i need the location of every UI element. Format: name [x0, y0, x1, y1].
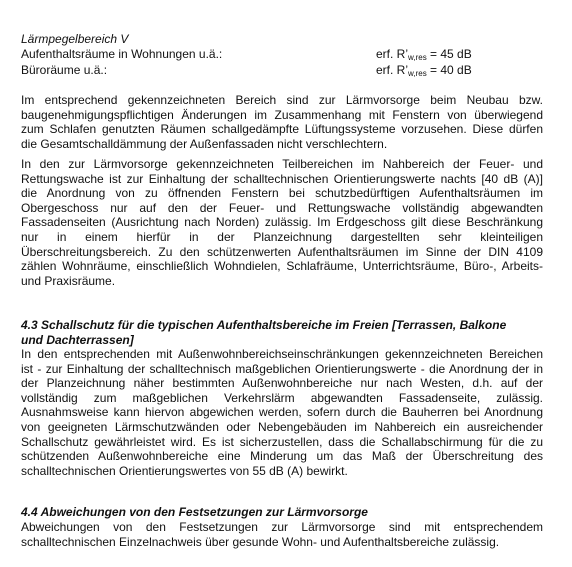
- text-line: baugenehmigungspflichtigen Änderungen im Zusammenhang mit Fenstern von überwiegend: [21, 107, 543, 122]
- paragraph-lueftung: [21, 93, 543, 151]
- text-line: In den zur Lärmvorsorge gekennzeichneten Teilbereichen im Nahbereich der Feuer- und: [21, 157, 543, 171]
- text-line: Schallschutz gewährleistet wird. Es ist sicherzustellen, dass die Schallabschirmung für die zu: [21, 434, 543, 449]
- text-line: In den entsprechenden mit Außenwohnbereichseinschränkungen gekennzeichneten Bereichen: [21, 347, 543, 361]
- text-line: vollständig zum maßgeblichen Verkehrslärm abgewandten Fassadenseite, zulässig.: [21, 390, 543, 405]
- text-line: von geeigneten Lärmschutzwänden oder Nebengebäuden im Nahbereich ein ausreichender: [21, 419, 543, 434]
- requirement-value: erf. $R’_{w,res} = 40$ dB: [376, 63, 472, 78]
- heading-line: 4.3 Schallschutz für die typischen Aufenthaltsbereiche im Freien [Terrassen, Balkone: [21, 318, 507, 332]
- text-line: schalltechnischen Orientierungswertes von 55 dB (A) bewirkt.: [21, 463, 348, 478]
- text-line: die Anordnung von zu öffnenden Fenstern bei schutzbedürftigen Aufenthaltsräumen im: [21, 186, 543, 201]
- text-line: nur in einem hierfür in der Planzeichnung dargestellten sehr kleinteiligen: [21, 229, 543, 244]
- text-line: ist - zur Einhaltung der schalltechnisch maßgeblichen Orientierungswerte - die Anordnung der in: [21, 361, 543, 376]
- text-line: Im entsprechend gekennzeichneten Bereich sind zur Lärmvorsorge beim Neubau bzw.: [21, 93, 543, 107]
- text-line: Rettungswache ist zur Einhaltung der schalltechnischen Orientierungswerte nachts [40 dB (A)]: [21, 171, 543, 186]
- section-title: Lärmpegelbereich V: [21, 32, 129, 46]
- paragraph-feuerwache: [21, 157, 543, 288]
- heading-4-3: [21, 318, 551, 347]
- text-line: zum Schlafen genutzten Räumen schallgedämpfte Lüftungssysteme vorzusehen. Diese dürfen: [21, 122, 543, 137]
- text-line: Fassadenseiten (Ausrichtung nach Norden) zulässig. Im Erdgeschoss gilt diese Beschränkung: [21, 215, 543, 230]
- text-line: Obergeschoss nur auf den der Feuer- und Rettungswache vollständig abgewandten: [21, 200, 543, 215]
- text-line: die Gesamtschalldämmung der Außenfassaden nicht verschlechtern.: [21, 136, 388, 151]
- heading-4-4: [21, 505, 551, 520]
- text-line: Überschreitungsbereich. Zu den schützenwerten Aufenthaltsräumen im Sinne der DIN 4109: [21, 244, 543, 259]
- heading-line: 4.4 Abweichungen von den Festsetzungen zur Lärmvorsorge: [21, 505, 368, 519]
- paragraph-abweichungen: [21, 520, 543, 549]
- text-line: der Planzeichnung näher bestimmten Außenwohnbereiche nur nach Westen, d.h. auf der: [21, 376, 543, 391]
- requirement-label: Aufenthaltsräume in Wohnungen u.ä.:: [21, 47, 223, 61]
- text-line: Ausnahmsweise kann hiervon abgewichen werden, sofern durch die Bauherren bei Anordnung: [21, 405, 543, 420]
- text-line: Abweichungen von den Festsetzungen zur Lärmvorsorge sind mit entsprechendem: [21, 520, 543, 534]
- paragraph-aussenwohnbereich: [21, 347, 543, 478]
- heading-line: und Dachterrassen]: [21, 332, 134, 347]
- text-line: und Praxisräume.: [21, 273, 116, 288]
- text-line: schützenden Außenwohnbereiche eine Minderung um das Maß der Überschreitung des: [21, 449, 543, 464]
- text-line: schalltechnischen Einzelnachweis über gesunde Wohn- und Aufenthaltsbereiche zulässig.: [21, 534, 500, 549]
- requirement-label: Büroräume u.ä.:: [21, 63, 108, 77]
- text-line: zählen Wohnräume, einschließlich Wohndielen, Schlafräume, Unterrichtsräume, Büro-, Arbeits-: [21, 259, 543, 274]
- requirement-value: erf. $R’_{w,res} = 45$ dB: [376, 47, 472, 62]
